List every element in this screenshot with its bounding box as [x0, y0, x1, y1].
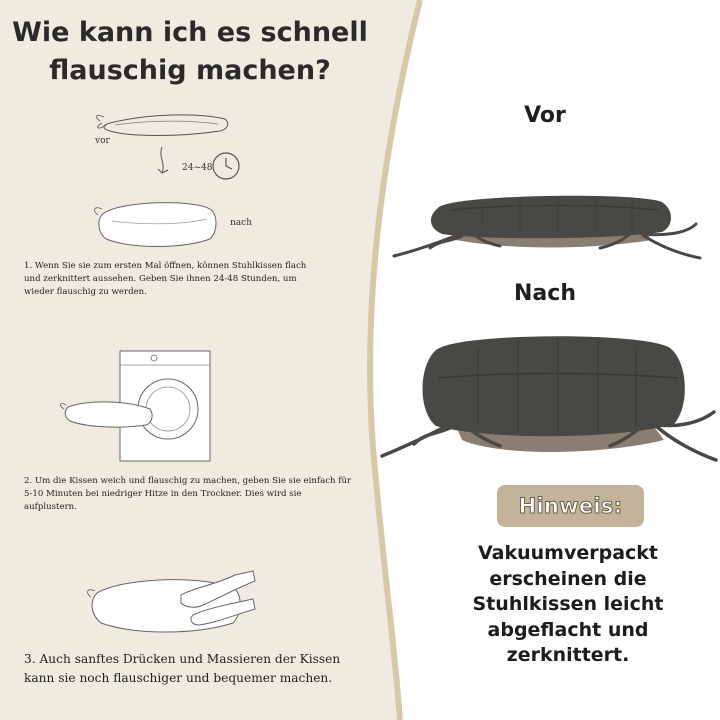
vacuum-note: [448, 541, 688, 669]
note-line-2: erscheinen die: [489, 567, 647, 590]
after-heading: Nach: [514, 281, 576, 306]
pressing-cushion-illustration: [85, 565, 260, 645]
note-line-4: abgeflacht und: [487, 618, 649, 641]
note-line-5: zerknittert.: [506, 644, 630, 666]
after-label: nach: [230, 218, 252, 228]
clock-icon: [210, 150, 242, 182]
dryer-illustration: [60, 345, 230, 465]
before-label: vor: [95, 136, 110, 146]
before-heading: Vor: [524, 103, 566, 128]
time-label: 24~48: [182, 163, 213, 173]
title-line-1: Wie kann ich es schnell: [12, 17, 368, 48]
step-1-text: 1. Wenn Sie sie zum ersten Mal öffnen, können Stuhlkissen flach und zerknittert aussehen. Geben Sie ihnen 24-48 Stunden, um wieder flauschig zu werden.: [24, 261, 307, 297]
title-line-2: flauschig machen?: [49, 55, 331, 86]
note-line-3: Stuhlkissen leicht: [472, 593, 664, 615]
fluffy-cushion-illustration: [92, 195, 232, 253]
step-2-text: 2. Um die Kissen weich und flauschig zu machen, geben Sie sie einfach für 5-10 Minuten bei niedriger Hitze in den Trockner. Dies wird sie aufplustern.: [24, 476, 352, 512]
note-line-1: Vakuumverpackt: [477, 542, 659, 564]
step-3-text: 3. Auch sanftes Drücken und Massieren der Kissen kann sie noch flauschiger und bequemer machen.: [24, 652, 341, 685]
note-badge: [497, 485, 644, 527]
page-title: [0, 14, 380, 90]
flat-cushion-photo: [390, 188, 705, 268]
note-badge-label: Hinweis:: [518, 494, 623, 518]
fluffy-cushion-photo: [378, 328, 720, 468]
